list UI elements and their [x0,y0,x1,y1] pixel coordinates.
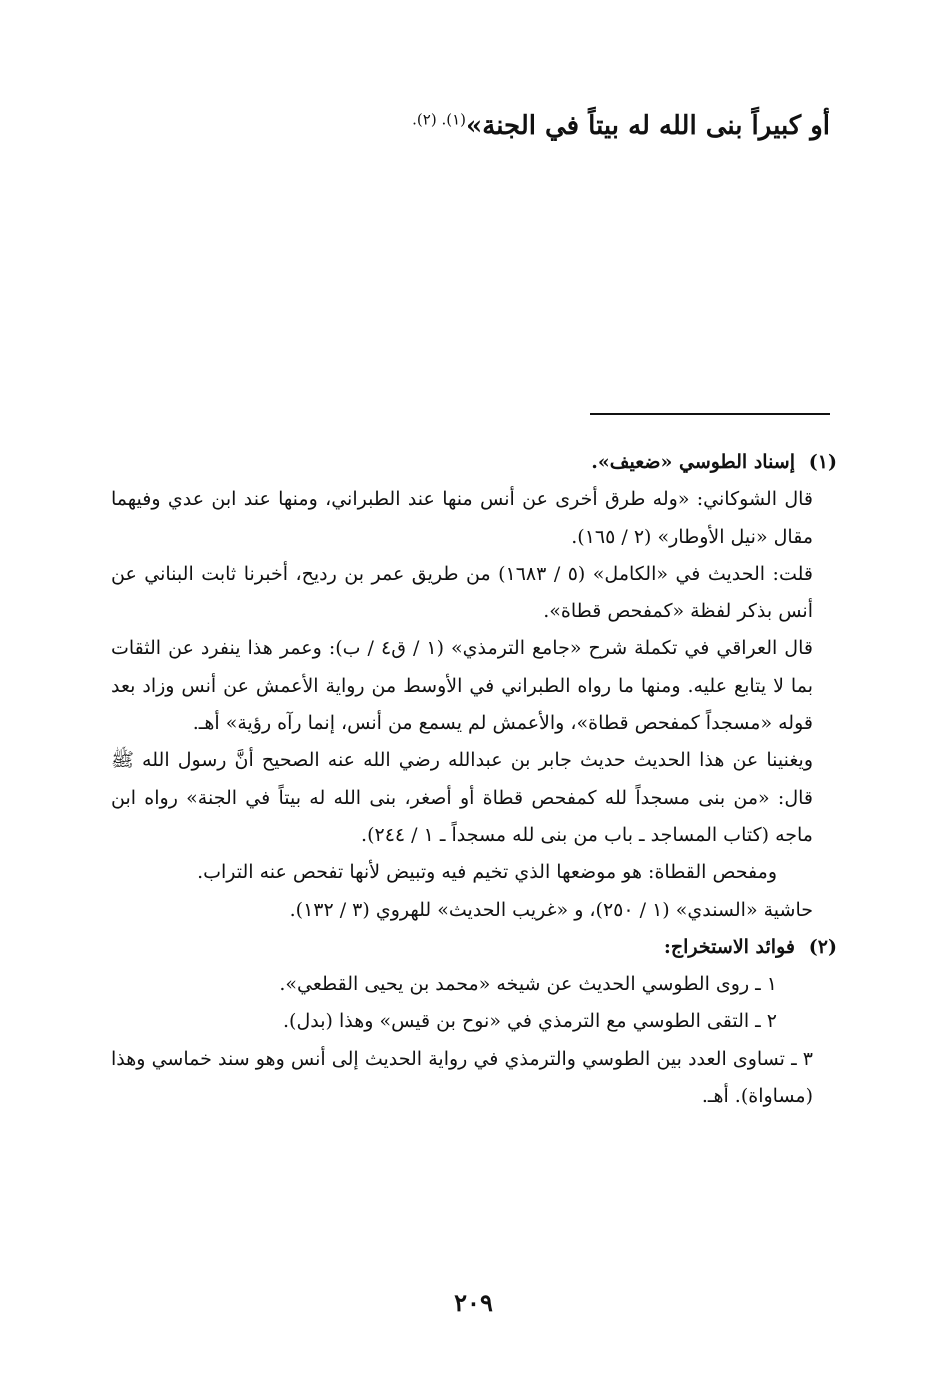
footnote-1-head-text: إسناد الطوسي «ضعيف». [591,451,795,473]
footnote-2-item: ١ ـ روى الطوسي الحديث عن شيخه «محمد بن يحيى القطعي». [279,973,777,996]
footnote-2-item: ٣ ـ تساوى العدد بين الطوسي والترمذي في رواية الحديث إلى أنس وهو سند خماسي وهذا (مساواة). أهـ. [111,1047,813,1108]
footnote-separator [590,413,830,415]
footnote-1-paragraph: قال العراقي في تكملة شرح «جامع الترمذي» (١ / ق٤ / ب): وعمر هذا ينفرد عن الثقات بما لا يتابع عليه. ومنها ما رواه الطبراني في الأوسط من رواية الأعمش عن أنس وزاد بعد قوله «مسجداً كمفحص قطاة»، والأعمش لم يسمع من أنس، إنما رآه رؤية» أهـ. [111,637,813,735]
main-text [130,104,830,148]
main-text-line: أو كبيراً بنى الله له بيتاً في الجنة» [466,111,830,141]
footnote-1-paragraph: ومفحص القطاة: هو موضعها الذي تخيم فيه وتبيض لأنها تفحص عنه التراب. [197,861,777,884]
footnote-1 [111,444,837,929]
footnote-1-paragraph: قال الشوكاني: «وله طرق أخرى عن أنس منها عند الطبراني، ومنها عند ابن عدي وفيهما مقال «نيل الأوطار» (٢ / ١٦٥). [111,488,813,548]
footnote-1-number: (١) [808,451,837,473]
footnote-2 [111,929,837,1115]
footnote-markers: (١). (٢). [412,110,466,129]
footnote-2-heading [111,929,837,966]
footnotes [111,444,837,1115]
footnote-2-item: ٢ ـ التقى الطوسي مع الترمذي في «نوح بن قيس» وهذا (بدل). [283,1010,777,1033]
footnote-1-paragraph: ويغنينا عن هذا الحديث حديث جابر بن عبدالله رضي الله عنه الصحيح أنَّ رسول الله ﷺ قال: «من بنى مسجداً لله كمفحص قطاة أو أصغر، بنى الله له بيتاً في الجنة» رواه ابن ماجه (كتاب المساجد ـ باب من بنى لله مسجداً ـ ١ / ٢٤٤). [111,749,813,846]
page-number: ٢٠٩ [454,1288,493,1317]
footnote-2-number: (٢) [808,935,837,958]
footnote-1-paragraph: قلت: الحديث في «الكامل» (٥ / ١٦٨٣) من طريق عمر بن رديح، أخبرنا ثابت البناني عن أنس بذكر لفظة «كمفحص قطاة». [111,562,813,623]
footnote-2-head-text: فوائد الاستخراج: [663,935,795,958]
footnote-1-paragraph: حاشية «السندي» (١ / ٢٥٠)، و «غريب الحديث» للهروي (٣ / ١٣٢). [289,898,813,921]
footnote-1-heading [111,444,837,481]
